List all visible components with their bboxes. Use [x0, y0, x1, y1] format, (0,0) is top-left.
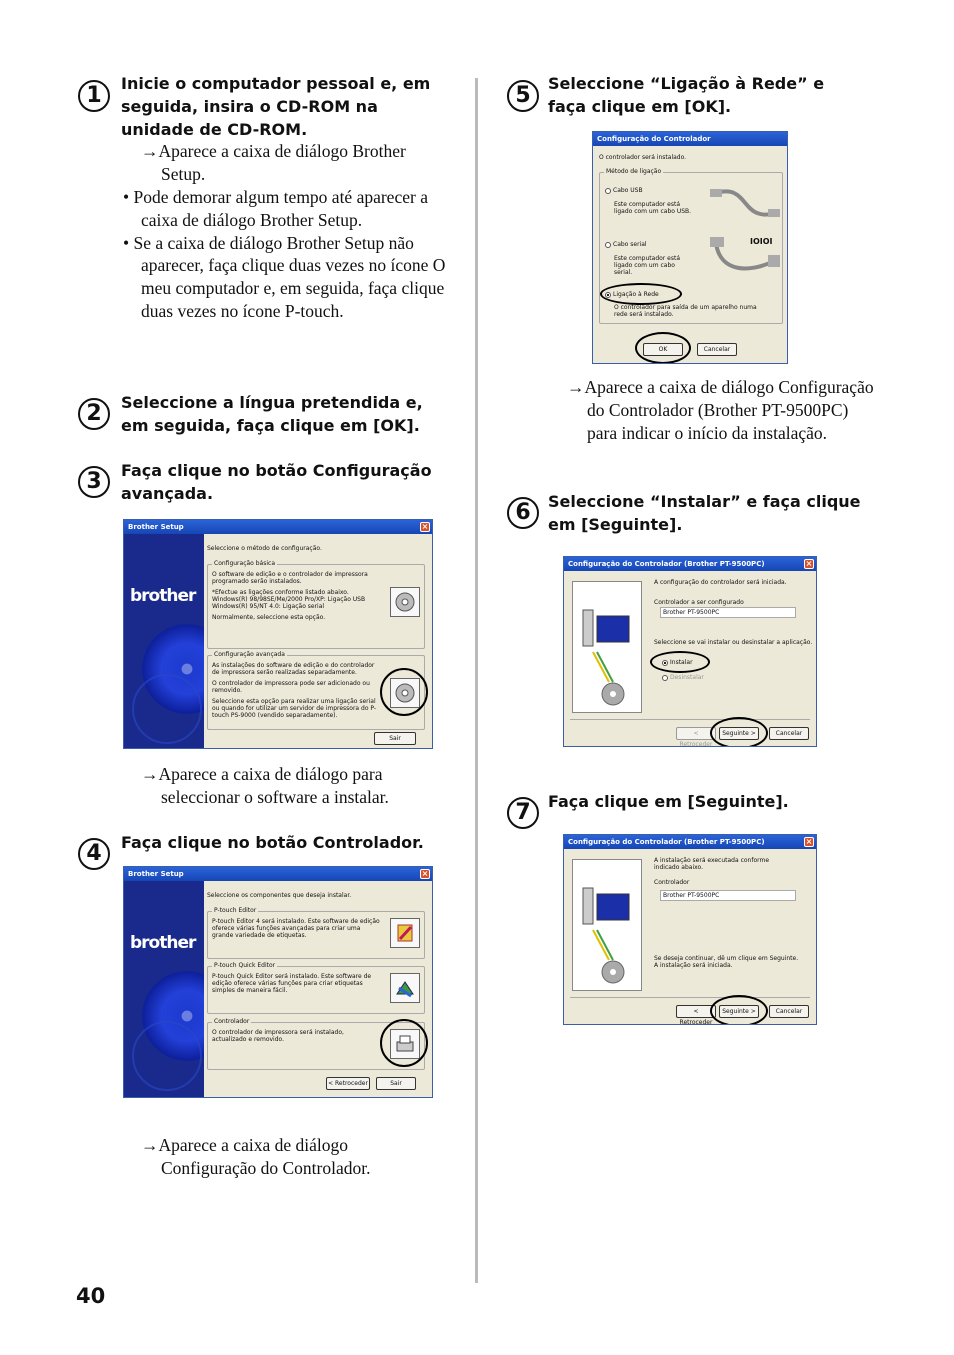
basic-setup-note: *Efectue as ligações conforme listado abaixo. Windows(R) 98/98SE/Me/2000 Pro/XP: Ligação USB Windows(R) 95/NT 4.0: Ligação serial: [212, 589, 366, 610]
separator: [570, 997, 810, 998]
step-number-5: 5: [507, 80, 539, 112]
brother-banner: [124, 534, 204, 748]
highlight-circle: [710, 995, 768, 1025]
quick-editor-label: P-touch Quick Editor: [214, 962, 276, 969]
radio-icon: [605, 242, 611, 248]
driver-text: O controlador de impressora será instalado, actualizado e removido.: [212, 1029, 344, 1043]
close-icon[interactable]: ×: [421, 869, 429, 878]
step-4-result-text: →Aparece a caixa de diálogo Configuração do Controlador.: [141, 1135, 371, 1178]
step-5-heading: Seleccione “Ligação à Rede” e faça clique em [OK].: [548, 74, 825, 116]
serial-radio[interactable]: Cabo serial: [605, 241, 647, 248]
step-number-2: 2: [78, 398, 110, 430]
step-6-heading: Seleccione “Instalar” e faça clique em [Seguinte].: [548, 492, 861, 534]
brother-logo: brother: [130, 933, 196, 953]
step-5-result: [567, 376, 877, 444]
gear-cd-icon: [391, 588, 419, 616]
basic-setup-button[interactable]: [390, 587, 420, 617]
advanced-setup-text: O controlador de impressora pode ser adicionado ou removido.: [212, 680, 370, 694]
editor-icon: [391, 919, 419, 947]
network-text: O controlador para saída de um aparelho numa rede será instalado.: [614, 304, 757, 318]
highlight-circle: [380, 1019, 428, 1067]
editor-button[interactable]: [390, 918, 420, 948]
close-icon[interactable]: ×: [805, 837, 813, 846]
column-divider: [475, 78, 478, 1283]
brother-logo: brother: [130, 586, 196, 606]
driver-group: [207, 1018, 425, 1070]
bullet-item: • Se a caixa de diálogo Brother Setup não aparecer, faça clique duas vezes no ícone O meu computador e, em seguida, faça clique duas vezes no ícone P-touch.: [123, 232, 446, 321]
cancel-button[interactable]: Cancelar: [697, 343, 737, 356]
highlight-circle: [650, 651, 710, 673]
back-button[interactable]: < Retroceder: [676, 727, 716, 740]
quick-editor-button[interactable]: [390, 973, 420, 1003]
cd-graphic-shadow: [132, 674, 202, 744]
cd-graphic-shadow: [132, 1021, 202, 1091]
brother-setup-dialog: [123, 519, 433, 749]
advanced-setup-text: Seleccione esta opção para realizar uma ligação serial ou quando for utilizar um servidor de impressora do P-touch PS-9000 (vendido separadamente).: [212, 698, 377, 719]
quick-editor-icon: [391, 974, 419, 1002]
page-number: 40: [76, 1284, 106, 1308]
highlight-circle: [710, 717, 768, 747]
advanced-setup-group: [207, 651, 425, 730]
close-icon[interactable]: ×: [421, 522, 429, 531]
cancel-button[interactable]: Cancelar: [769, 727, 809, 740]
cancel-button[interactable]: Cancelar: [769, 1005, 809, 1018]
serial-text: Este computador está ligado com um cabo serial.: [614, 255, 681, 276]
next-button[interactable]: Seguinte >: [719, 1005, 759, 1018]
install-question: Seleccione se vai instalar ou desinstalar a aplicação.: [654, 639, 813, 646]
step-7-heading: Faça clique em [Seguinte].: [548, 792, 789, 811]
usb-cable-icon: [710, 183, 782, 223]
computer-cd-picture: [572, 859, 642, 991]
basic-setup-text: O software de edição e o controlador de impressora programado serão instalados.: [212, 571, 368, 585]
connection-method-group: [599, 168, 783, 324]
components-dialog: [123, 866, 433, 1098]
step-3-result-text: →Aparece a caixa de diálogo para seleccionar o software a instalar.: [141, 764, 389, 807]
driver-to-configure-label: Controlador a ser configurado: [654, 599, 744, 606]
dialog-title-bar: Configuração do Controlador (Brother PT-9500PC) ×: [564, 835, 816, 849]
close-icon[interactable]: ×: [805, 559, 813, 568]
dialog-title-bar: Brother Setup ×: [124, 867, 432, 881]
brother-banner: [124, 881, 204, 1097]
step-1-heading: Inicie o computador pessoal e, em seguida, insira o CD-ROM na unidade de CD-ROM.: [121, 74, 431, 139]
connection-method-dialog: [592, 131, 788, 364]
step-number-3: 3: [78, 466, 110, 498]
driver-label: Controlador: [214, 1018, 250, 1025]
editor-label: P-touch Editor: [214, 907, 257, 914]
connection-method-label: Método de ligação: [606, 168, 662, 175]
advanced-setup-label: Configuração avançada: [214, 651, 285, 658]
basic-setup-group: [207, 560, 425, 649]
radio-icon: [662, 675, 668, 681]
editor-group: [207, 907, 425, 959]
back-button[interactable]: < Retroceder: [676, 1005, 716, 1018]
computer-icon: [573, 582, 641, 712]
bullet-item: • Pode demorar algum tempo até aparecer a caixa de diálogo Brother Setup.: [123, 187, 428, 230]
back-button[interactable]: < Retroceder: [326, 1077, 370, 1090]
install-radio[interactable]: Instalar: [662, 659, 693, 666]
dialog-title-bar: Configuração do Controlador (Brother PT-9500PC) ×: [564, 557, 816, 571]
confirm-driver-label: Controlador: [654, 879, 690, 886]
connection-intro: O controlador será instalado.: [599, 154, 687, 161]
confirm-driver-field: Brother PT-9500PC: [660, 890, 796, 901]
computer-icon: [573, 860, 641, 990]
exit-button[interactable]: Sair: [374, 732, 416, 745]
advanced-setup-text: As instalações do software de edição e do controlador de impressora serão realizadas separadamente.: [212, 662, 375, 676]
usb-radio[interactable]: Cabo USB: [605, 187, 643, 194]
highlight-circle: [635, 332, 691, 364]
step-4-heading: Faça clique no botão Controlador.: [121, 833, 424, 852]
continue-text: Se deseja continuar, dê um clique em Seguinte. A instalação será iniciada.: [654, 955, 799, 969]
highlight-circle: [380, 668, 428, 716]
step-2-heading: Seleccione a língua pretendida e, em seguida, faça clique em [OK].: [121, 393, 423, 435]
dialog-title-bar: Configuração do Controlador: [593, 132, 787, 146]
ok-button[interactable]: OK: [643, 343, 683, 356]
highlight-circle: [600, 283, 682, 305]
step-1-body: [141, 140, 451, 186]
install-intro: A configuração do controlador será iniciada.: [654, 579, 787, 586]
components-prompt: Seleccione os componentes que deseja instalar.: [207, 892, 352, 899]
basic-setup-label: Configuração básica: [214, 560, 276, 567]
driver-install-dialog: [563, 556, 817, 747]
quick-editor-group: [207, 962, 425, 1014]
radio-icon: [605, 188, 611, 194]
next-button[interactable]: Seguinte >: [719, 727, 759, 740]
setup-prompt: Seleccione o método de configuração.: [207, 545, 322, 552]
driver-confirm-dialog: [563, 834, 817, 1025]
step-5-result-text: →Aparece a caixa de diálogo Configuração do Controlador (Brother PT-9500PC) para indicar o início da instalação.: [567, 377, 874, 443]
separator: [570, 719, 810, 720]
step-4-result: [141, 1134, 441, 1180]
step-3-heading: Faça clique no botão Configuração avançada.: [121, 461, 432, 503]
computer-cd-picture: [572, 581, 642, 713]
step-number-7: 7: [507, 797, 539, 829]
uninstall-radio[interactable]: Desinstalar: [662, 674, 704, 681]
step-1-result: →Aparece a caixa de diálogo Brother Setup.: [141, 141, 406, 184]
exit-button[interactable]: Sair: [376, 1077, 416, 1090]
serial-icon-label: IOIOI: [750, 237, 773, 246]
step-number-6: 6: [507, 497, 539, 529]
basic-setup-normal: Normalmente, seleccione esta opção.: [212, 614, 326, 621]
step-3-result: [141, 763, 441, 809]
step-1-bullets: [121, 186, 453, 323]
editor-text: P-touch Editor 4 será instalado. Este software de edição oferece várias funções avançadas para criar uma grande variedade de etiquetas.: [212, 918, 380, 939]
network-radio[interactable]: Ligação à Rede: [605, 291, 659, 298]
driver-value-field: Brother PT-9500PC: [660, 607, 796, 618]
confirm-intro: A instalação será executada conforme indicado abaixo.: [654, 857, 770, 871]
usb-text: Este computador está ligado com um cabo USB.: [614, 201, 692, 215]
step-number-1: 1: [78, 80, 110, 112]
quick-editor-text: P-touch Quick Editor será instalado. Este software de edição oferece várias funções para criar etiquetas simples de maneira fácil.: [212, 973, 372, 994]
step-number-4: 4: [78, 838, 110, 870]
dialog-title-bar: Brother Setup ×: [124, 520, 432, 534]
